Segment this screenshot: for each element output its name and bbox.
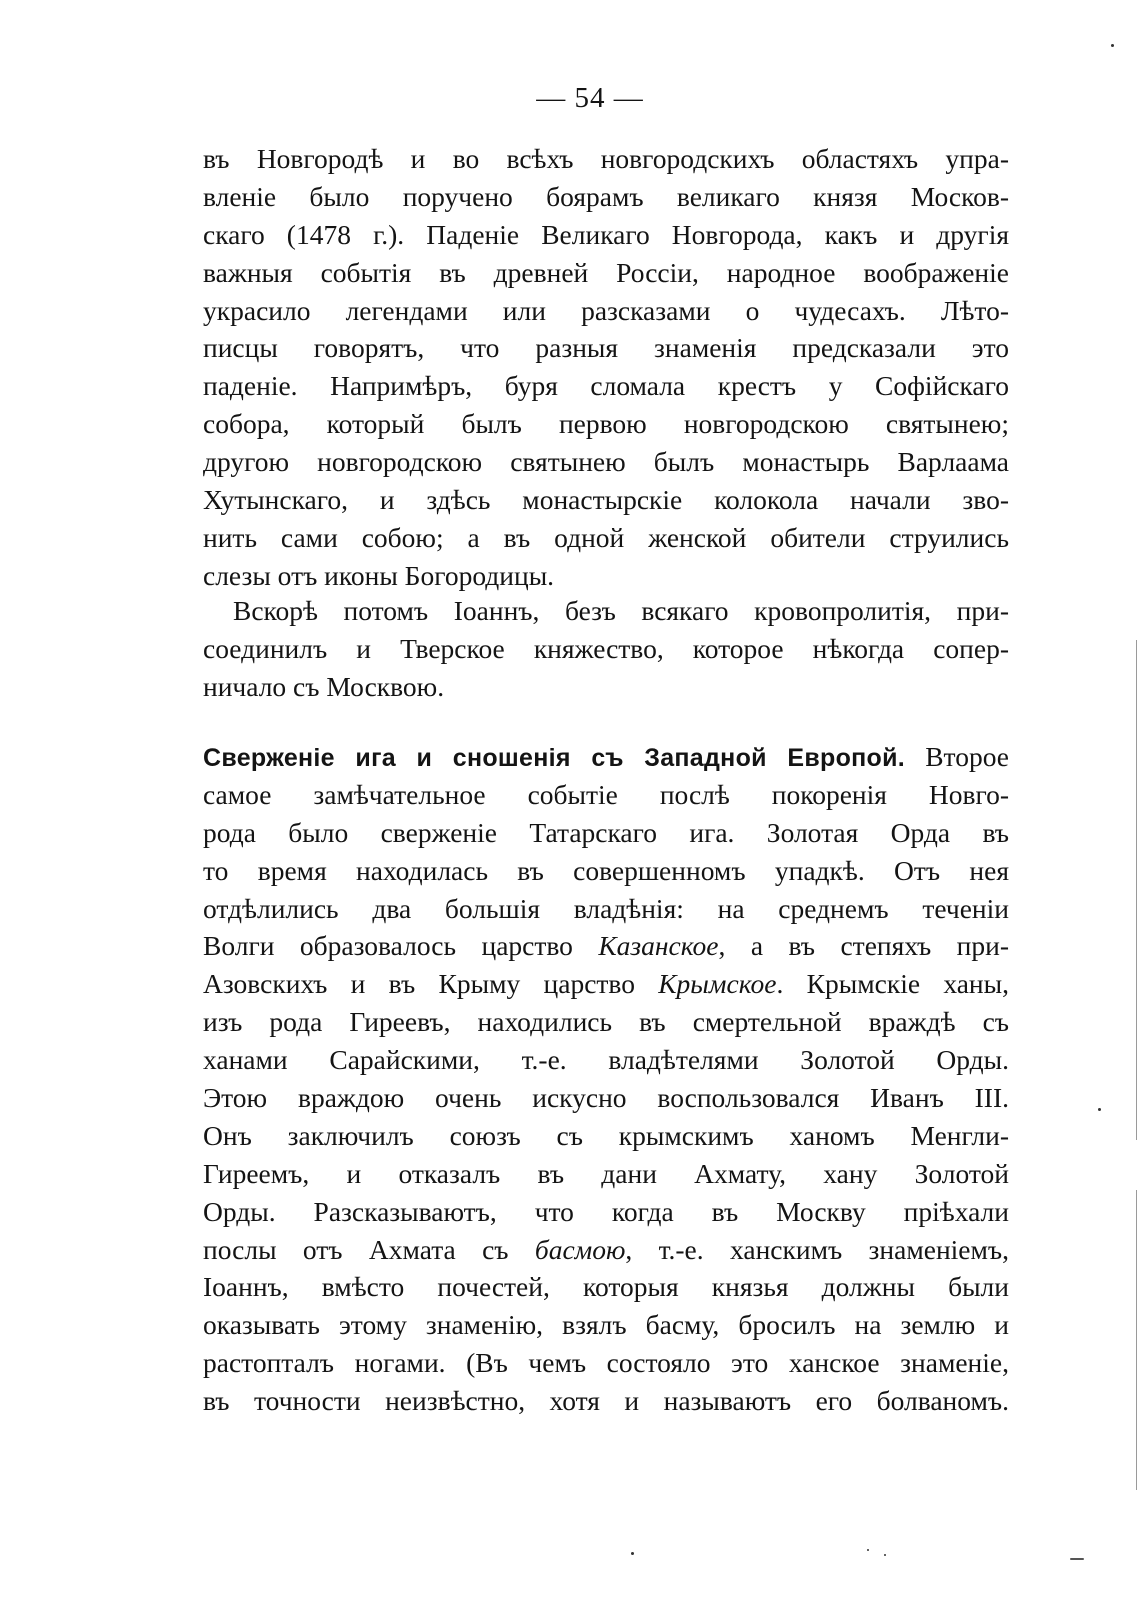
text-line: нить сами собою; а въ одной женской обители струились: [203, 521, 1009, 553]
scan-speck: [631, 1552, 634, 1555]
text-line: Хутынскаго, и здѣсь монастырскіе колокола начали зво-: [203, 484, 1009, 516]
text-line: украсило легендами или разсказами о чудесахъ. Лѣто-: [203, 294, 1009, 326]
italic-term-basma: басмою: [534, 1233, 626, 1265]
paragraph-novgorod: [203, 140, 1009, 595]
text-segment: , а въ степяхъ при-: [718, 930, 1009, 962]
text-line: изъ рода Гиреевъ, находились въ смертельной враждѣ съ: [203, 1006, 1009, 1038]
text-line: [203, 738, 1009, 776]
text-line: важныя событія въ древней Россіи, народное воображеніе: [203, 256, 1009, 288]
text-line: Вскорѣ потомъ Іоаннъ, безъ всякаго кровопролитія, при-: [233, 595, 1009, 626]
section-overthrow-of-yoke: [203, 738, 1009, 1420]
text-segment: послы отъ Ахмата съ: [203, 1233, 535, 1265]
text-line: самое замѣчательное событіе послѣ покоренія Новго-: [203, 778, 1009, 810]
text-line: [203, 927, 1009, 965]
text-line: Этою враждою очень искусно воспользовался Иванъ III.: [203, 1082, 1009, 1114]
text-line: то время находилась въ совершенномъ упадкѣ. Отъ нея: [203, 854, 1009, 886]
text-line: писцы говорятъ, что разныя знаменія предсказали это: [203, 332, 1009, 364]
text-line: Іоаннъ, вмѣсто почестей, которыя князья должны были: [203, 1271, 1009, 1303]
text-line: рода было сверженіе Татарскаго ига. Золотая Орда въ: [203, 816, 1009, 848]
heading-line-rest: Второе: [905, 741, 1009, 772]
scan-speck: [1070, 1558, 1084, 1560]
text-line: оказывать этому знаменію, взялъ басму, бросилъ на землю и: [203, 1309, 1009, 1341]
text-line: ничало съ Москвою.: [203, 670, 445, 702]
text-segment: Волги образовалось царство: [203, 930, 599, 962]
text-line: вленіе было поручено боярамъ великаго князя Москов-: [203, 180, 1009, 212]
text-line: Орды. Разсказываютъ, что когда въ Москву пріѣхали: [203, 1195, 1009, 1227]
text-line: скаго (1478 г.). Паденіе Великаго Новгорода, какъ и другія: [203, 218, 1009, 250]
text-line: въ Новгородѣ и во всѣхъ новгородскихъ областяхъ упра-: [203, 143, 1009, 174]
text-line: [203, 1231, 1009, 1269]
text-line: въ точности неизвѣстно, хотя и называютъ его болваномъ.: [203, 1385, 1009, 1417]
scan-speck: [867, 1549, 869, 1551]
text-line: [203, 965, 1009, 1003]
text-line: ханами Сарайскими, т.-е. владѣтелями Золотой Орды.: [203, 1044, 1009, 1076]
paragraph-tver: [203, 592, 1009, 706]
scan-speck: [1111, 44, 1114, 47]
text-line: растопталъ ногами. (Въ чемъ состояло это ханское знаменіе,: [203, 1347, 1009, 1379]
text-segment: . Крымскіе ханы,: [776, 968, 1009, 1000]
text-line: собора, который былъ первою новгородскою святынею;: [203, 408, 1009, 440]
page-edge-shadow: [1136, 1190, 1137, 1490]
scan-speck: [1098, 1108, 1101, 1111]
text-line: отдѣлились два большія владѣнія: на среднемъ теченіи: [203, 892, 1009, 924]
section-heading: Сверженіе ига и сношенія съ Западной Европой.: [203, 744, 906, 772]
page-edge-shadow: [1136, 640, 1137, 1140]
text-line: соединилъ и Тверское княжество, которое нѣкогда сопер-: [203, 632, 1009, 664]
text-segment: Азовскихъ и въ Крыму царство: [203, 968, 659, 1000]
scan-speck: [884, 1554, 886, 1556]
text-line: другою новгородскою святынею былъ монастырь Варлаама: [203, 446, 1009, 478]
page-number: — 54 —: [536, 82, 644, 114]
text-segment: , т.-е. ханскимъ знаменіемъ,: [625, 1233, 1009, 1265]
text-line: слезы отъ иконы Богородицы.: [203, 559, 555, 591]
italic-term-kazan: Казанское: [598, 930, 719, 962]
text-line: паденіе. Напримѣръ, буря сломала крестъ у Софійскаго: [203, 370, 1009, 402]
text-line: Гиреемъ, и отказалъ въ дани Ахмату, хану Золотой: [203, 1157, 1009, 1189]
text-line: Онъ заключилъ союзъ съ крымскимъ ханомъ Менгли-: [203, 1119, 1009, 1151]
italic-term-crimea: Крымское: [658, 968, 777, 1000]
